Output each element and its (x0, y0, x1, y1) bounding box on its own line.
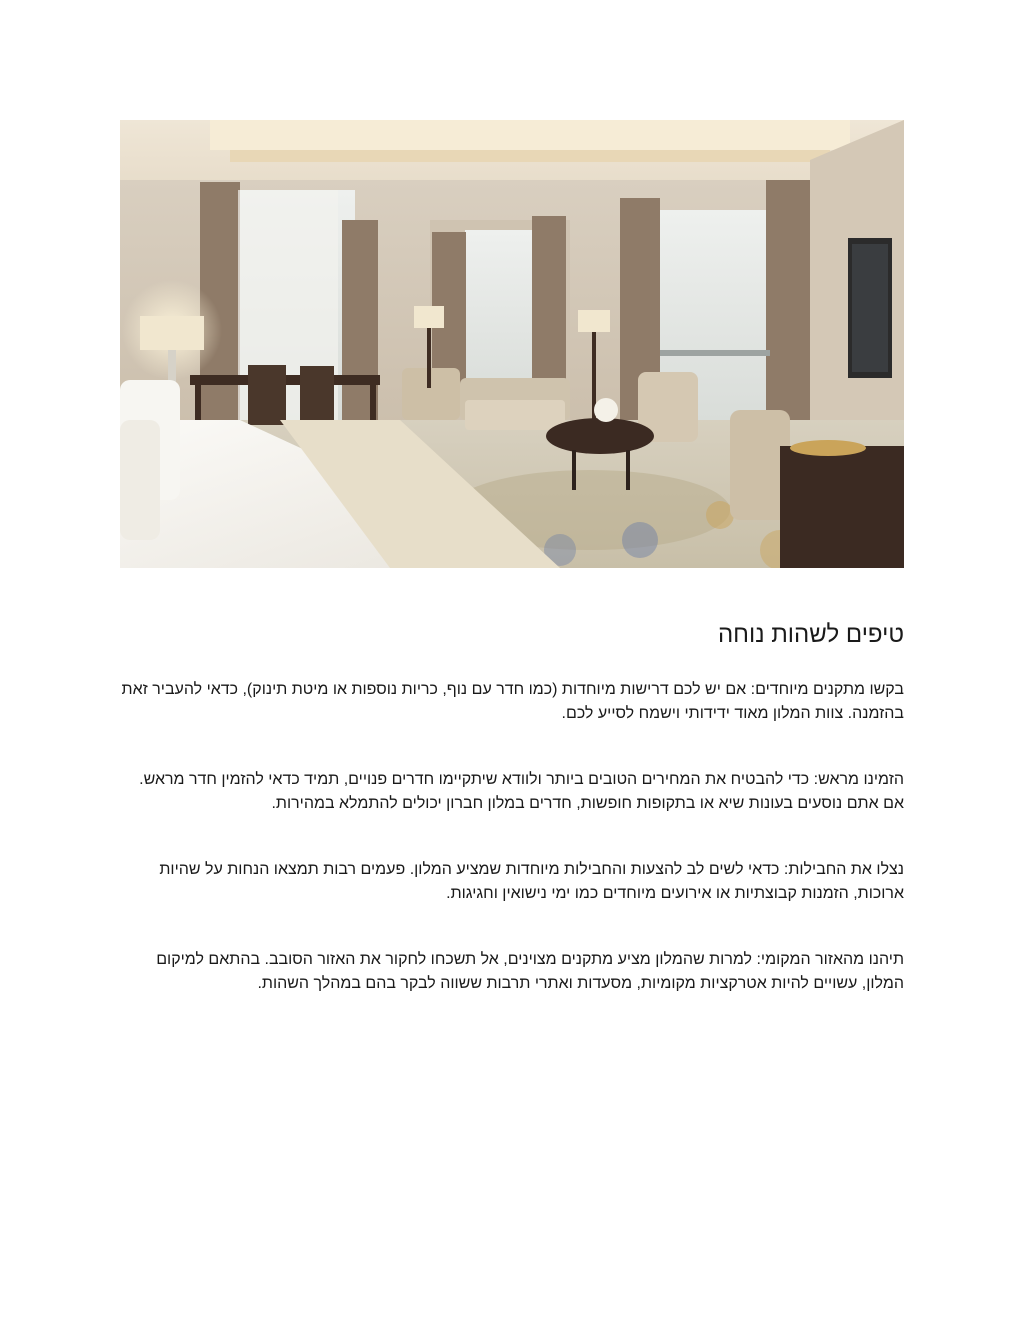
paragraph-local-area: תיהנו מהאזור המקומי: למרות שהמלון מציע מתקנים מצוינים, אל תשכחו לחקור את האזור הסובב. בהתאם למיקום המלון, עשויים להיות אטרקציות מקומיות, מסעדות ואתרי תרבות ששווה לבקר בהם במהלך השהות. (156, 951, 904, 992)
hotel-room-photo (120, 120, 904, 568)
paragraph-book-ahead: הזמינו מראש: כדי להבטיח את המחירים הטובים ביותר ולוודא שיתקיימו חדרים פנויים, תמיד כדאי להזמין חדר מראש. אם אתם נוסעים בעונות שיא או בתקופות חופשות, חדרים במלון חברון יכולים להתמלא במהירות. (139, 771, 904, 812)
hotel-room-illustration (120, 120, 904, 568)
document-body (120, 618, 904, 1038)
paragraph-special-facilities: בקשו מתקנים מיוחדים: אם יש לכם דרישות מיוחדות (כמו חדר עם נוף, כריות נוספות או מיטת תינוק), כדאי להעביר זאת בהזמנה. צוות המלון מאוד ידידותי וישמח לסייע לכם. (121, 681, 904, 722)
page-title: טיפים לשהות נוחה (717, 621, 904, 648)
paragraph-packages: נצלו את החבילות: כדאי לשים לב להצעות והחבילות מיוחדות שמציע המלון. פעמים רבות תמצאו הנחות על שהיות ארוכות, הזמנות קבוצתיות או אירועים מיוחדים כמו ימי נישואין וחגיגות. (159, 861, 904, 902)
